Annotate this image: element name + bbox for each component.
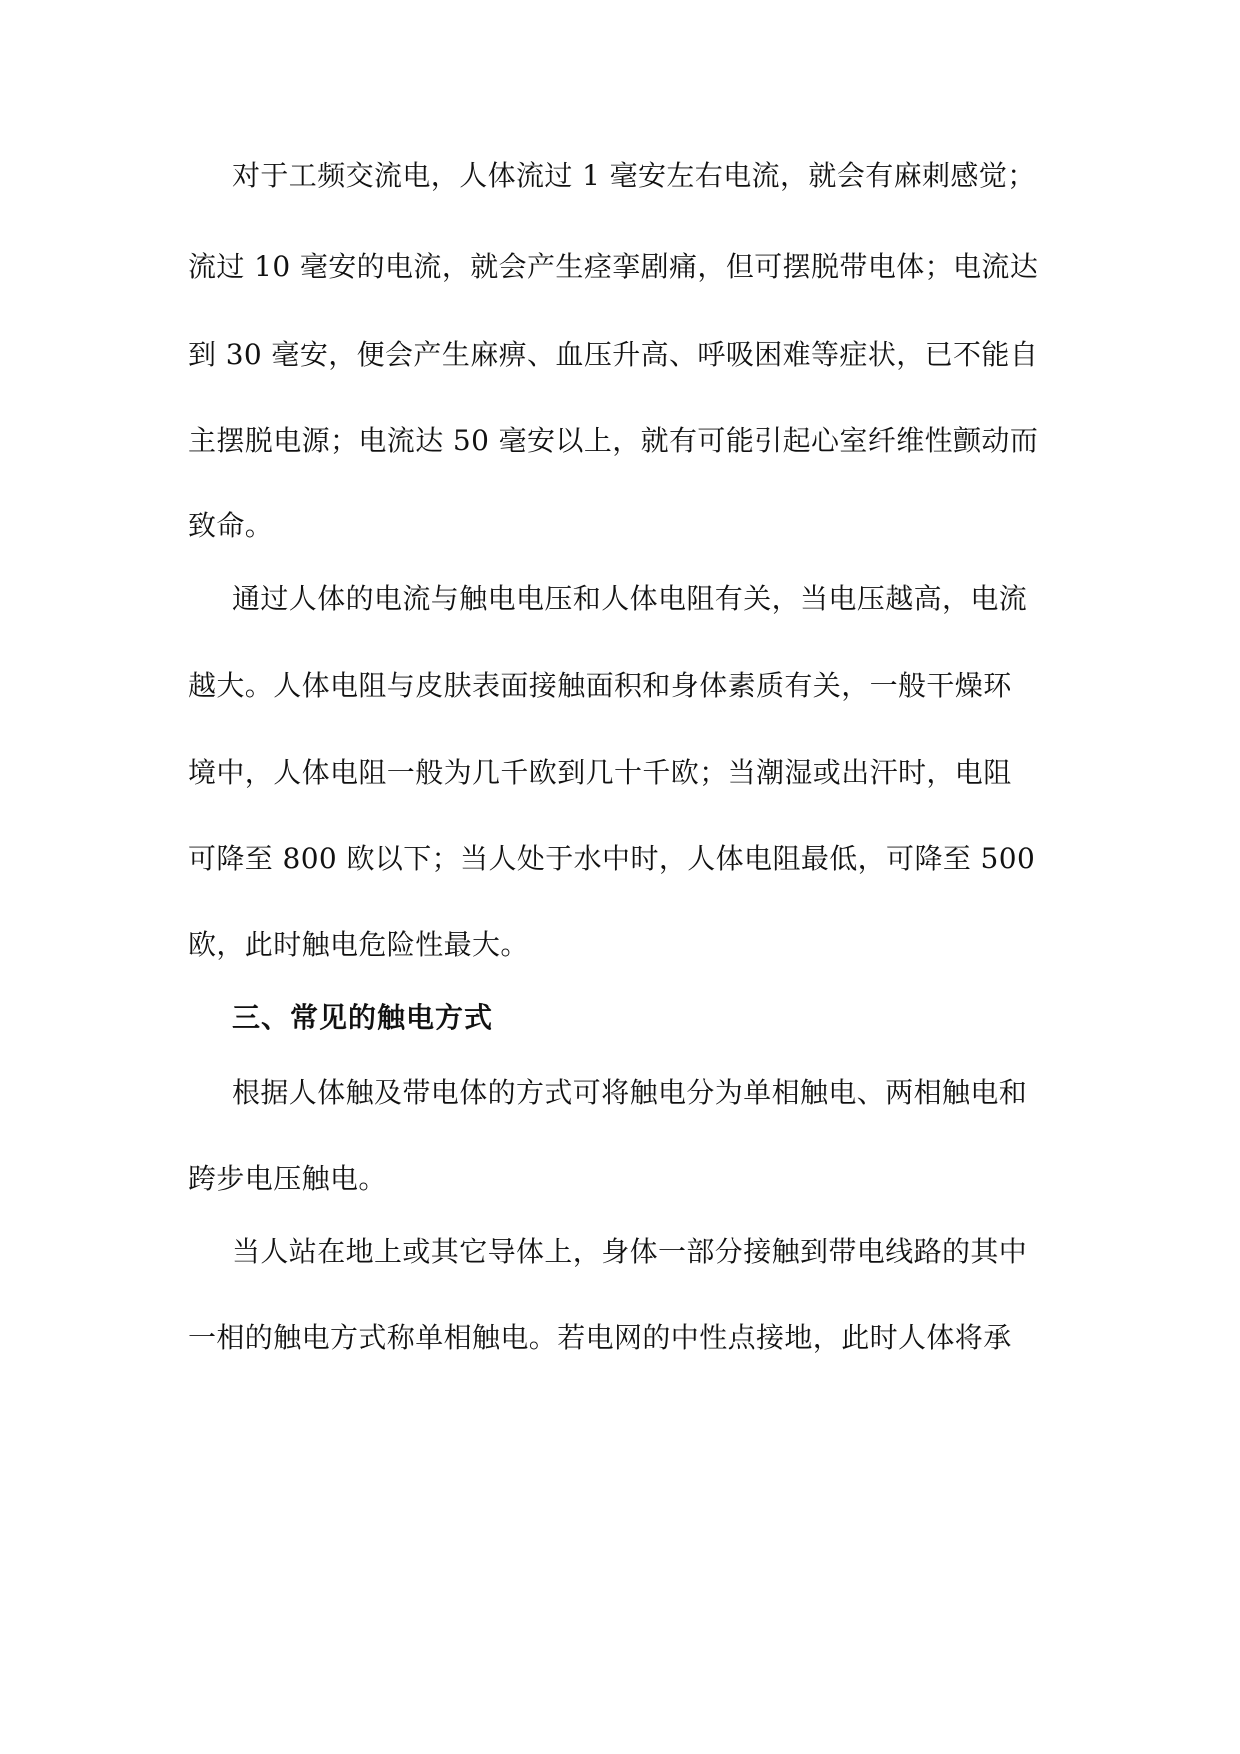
paragraph-line: 主摆脱电源；电流达 50 毫安以上，就有可能引起心室纤维性颤动而 (188, 424, 1039, 457)
paragraph-line: 欧，此时触电危险性最大。 (188, 928, 529, 961)
section-heading: 三、常见的触电方式 (232, 1001, 494, 1034)
paragraph-line: 到 30 毫安，便会产生麻痹、血压升高、呼吸困难等症状，已不能自 (188, 338, 1039, 371)
paragraph-line: 可降至 800 欧以下；当人处于水中时，人体电阻最低，可降至 500 (188, 842, 1036, 875)
paragraph-line: 一相的触电方式称单相触电。若电网的中性点接地，此时人体将承 (188, 1321, 1012, 1354)
paragraph-line: 对于工频交流电，人体流过 1 毫安左右电流，就会有麻刺感觉； (232, 159, 1036, 192)
paragraph-line: 越大。人体电阻与皮肤表面接触面积和身体素质有关，一般干燥环 (188, 669, 1012, 702)
paragraph-line: 致命。 (188, 509, 274, 542)
paragraph-line: 境中，人体电阻一般为几千欧到几十千欧；当潮湿或出汗时，电阻 (188, 756, 1012, 789)
paragraph-line: 流过 10 毫安的电流，就会产生痉挛剧痛，但可摆脱带电体；电流达 (188, 250, 1039, 283)
paragraph-line: 当人站在地上或其它导体上，身体一部分接触到带电线路的其中 (232, 1235, 1028, 1268)
paragraph-line: 根据人体触及带电体的方式可将触电分为单相触电、两相触电和 (232, 1076, 1028, 1109)
paragraph-line: 通过人体的电流与触电电压和人体电阻有关，当电压越高，电流 (232, 582, 1028, 615)
paragraph-line: 跨步电压触电。 (188, 1162, 387, 1195)
